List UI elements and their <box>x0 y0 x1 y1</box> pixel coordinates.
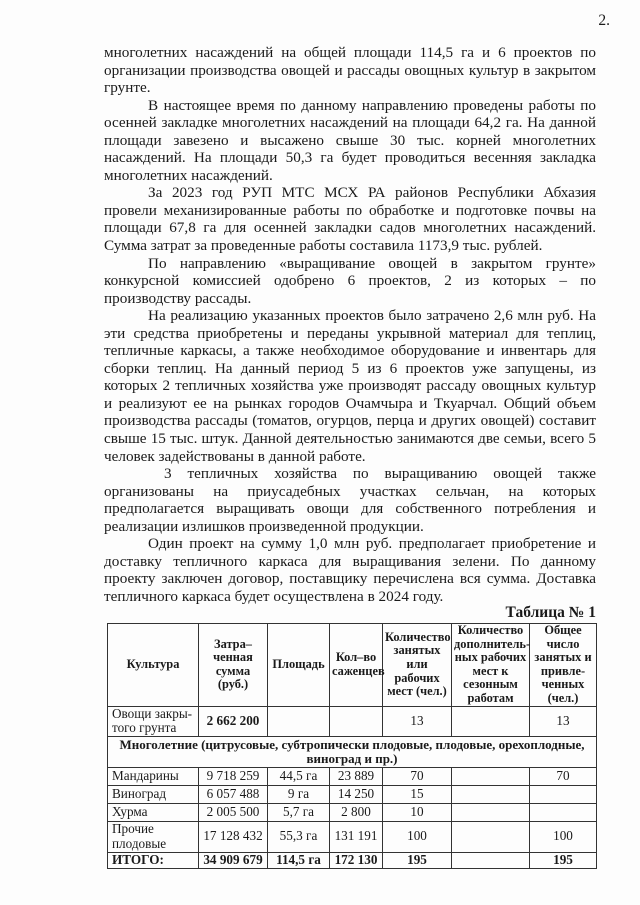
cell-sum: 6 057 488 <box>199 785 268 803</box>
paragraph: многолетних насаждений на общей площади 114,5 га и 6 проектов по организации производства овощей и рассады овощных культур в закрытом грунте. <box>104 44 596 97</box>
cell-seedlings: 131 191 <box>330 821 383 852</box>
cell-jobs: 13 <box>383 706 452 736</box>
cell-total-people <box>530 803 597 821</box>
paragraph: Один проект на сумму 1,0 млн руб. предполагает приобретение и доставку тепличного каркаса для выращивания зелени. По данному проекту заключен договор, поставщику перечислена вся сумма. Доставка тепличного каркаса будет осуществлена в 2024 году. <box>104 535 596 605</box>
table-caption: Таблица № 1 <box>505 604 596 621</box>
cell-total-people: 13 <box>530 706 597 736</box>
paragraph: В настоящее время по данному направлению проведены работы по осенней закладке многолетних насаждений на площади 64,2 га. На данной площади завезено и высажено свыше 30 тыс. корней многолетних насаждений. На площади 50,3 га будет проводиться весенняя закладка многолетних насаждений. <box>104 96 596 184</box>
cell-sum: 34 909 679 <box>199 852 268 868</box>
table-row <box>108 803 597 821</box>
page-number: 2. <box>598 12 610 29</box>
cell-seasonal-jobs <box>452 803 530 821</box>
column-header-area: Площадь <box>268 624 330 707</box>
cell-seasonal-jobs <box>452 821 530 852</box>
cell-seedlings: 14 250 <box>330 785 383 803</box>
cell-area: 5,7 га <box>268 803 330 821</box>
cell-seasonal-jobs <box>452 706 530 736</box>
column-header-culture: Культура <box>108 624 199 707</box>
section-title: Многолетние (цитрусовые, субтропически плодовые, плодовые, орехоплодные, виноград и пр.) <box>108 736 597 767</box>
cell-area <box>268 706 330 736</box>
cell-sum: 2 662 200 <box>199 706 268 736</box>
cell-total-people: 100 <box>530 821 597 852</box>
table-header-row <box>108 624 597 707</box>
cell-area: 114,5 га <box>268 852 330 868</box>
paragraph: По направлению «выращивание овощей в закрытом грунте» конкурсной комиссией одобрено 6 проектов, 2 из которых – по производству рассады. <box>104 254 596 307</box>
table-row <box>108 767 597 785</box>
cell-culture: ИТОГО: <box>108 852 199 868</box>
cell-sum: 17 128 432 <box>199 821 268 852</box>
cell-seasonal-jobs <box>452 852 530 868</box>
cell-jobs: 15 <box>383 785 452 803</box>
cell-sum: 2 005 500 <box>199 803 268 821</box>
cell-total-people: 195 <box>530 852 597 868</box>
table-section-row <box>108 736 597 767</box>
column-header-total-people: Общее число занятых и привле- ченных (чел.) <box>530 624 597 707</box>
column-header-seedlings: Кол–во саженцев <box>330 624 383 707</box>
column-header-sum: Затра– ченная сумма (руб.) <box>199 624 268 707</box>
cell-jobs: 70 <box>383 767 452 785</box>
paragraph: На реализацию указанных проектов было затрачено 2,6 млн руб. На эти средства приобретены и переданы укрывной материал для теплиц, тепличные каркасы, а также необходимое оборудование и инвентарь для сборки теплиц. На данный период 5 из 6 проектов уже запущены, из которых 2 тепличных хозяйства уже производят рассаду овощных культур и реализуют ее на рынках городов Очамчыра и Ткуарчал. Общий объем производства рассады (томатов, огурцов, перца и других овощей) составит свыше 15 тыс. штук. Данной деятельностью занимаются две семьи, всего 5 человек задействованы в данной работе. <box>104 307 596 465</box>
cell-jobs: 195 <box>383 852 452 868</box>
paragraph: За 2023 год РУП МТС МСХ РА районов Республики Абхазия провели механизированные работы по обработке и подготовке почвы на площади 67,8 га для осенней закладки садов многолетних насаждений. Сумма затрат за проведенные работы составила 1173,9 тыс. рублей. <box>104 184 596 255</box>
cell-area: 55,3 га <box>268 821 330 852</box>
paragraph: 3 тепличных хозяйства по выращиванию овощей также организованы на приусадебных участках сельчан, на которых предполагается выращивать овощи для собственного потребления и реализации излишков произведенной продукции. <box>104 465 596 535</box>
column-header-seasonal-jobs: Количество дополнитель- ных рабочих мест к сезонным работам <box>452 624 530 707</box>
cell-total-people: 70 <box>530 767 597 785</box>
cell-jobs: 10 <box>383 803 452 821</box>
cell-sum: 9 718 259 <box>199 767 268 785</box>
column-header-jobs: Количество занятых или рабочих мест (чел.) <box>383 624 452 707</box>
cell-seasonal-jobs <box>452 767 530 785</box>
cell-culture: Хурма <box>108 803 199 821</box>
cell-area: 9 га <box>268 785 330 803</box>
cell-area: 44,5 га <box>268 767 330 785</box>
cell-culture: Мандарины <box>108 767 199 785</box>
table-row <box>108 785 597 803</box>
table-row <box>108 706 597 736</box>
data-table <box>107 623 597 869</box>
cell-seedlings: 172 130 <box>330 852 383 868</box>
cell-jobs: 100 <box>383 821 452 852</box>
cell-seedlings: 2 800 <box>330 803 383 821</box>
table-row <box>108 821 597 852</box>
cell-culture: Овощи закры- того грунта <box>108 706 199 736</box>
cell-seedlings <box>330 706 383 736</box>
cell-total-people <box>530 785 597 803</box>
table-total-row <box>108 852 597 868</box>
body-text <box>104 44 596 606</box>
cell-culture: Виноград <box>108 785 199 803</box>
cell-culture: Прочие плодовые <box>108 821 199 852</box>
cell-seasonal-jobs <box>452 785 530 803</box>
cell-seedlings: 23 889 <box>330 767 383 785</box>
